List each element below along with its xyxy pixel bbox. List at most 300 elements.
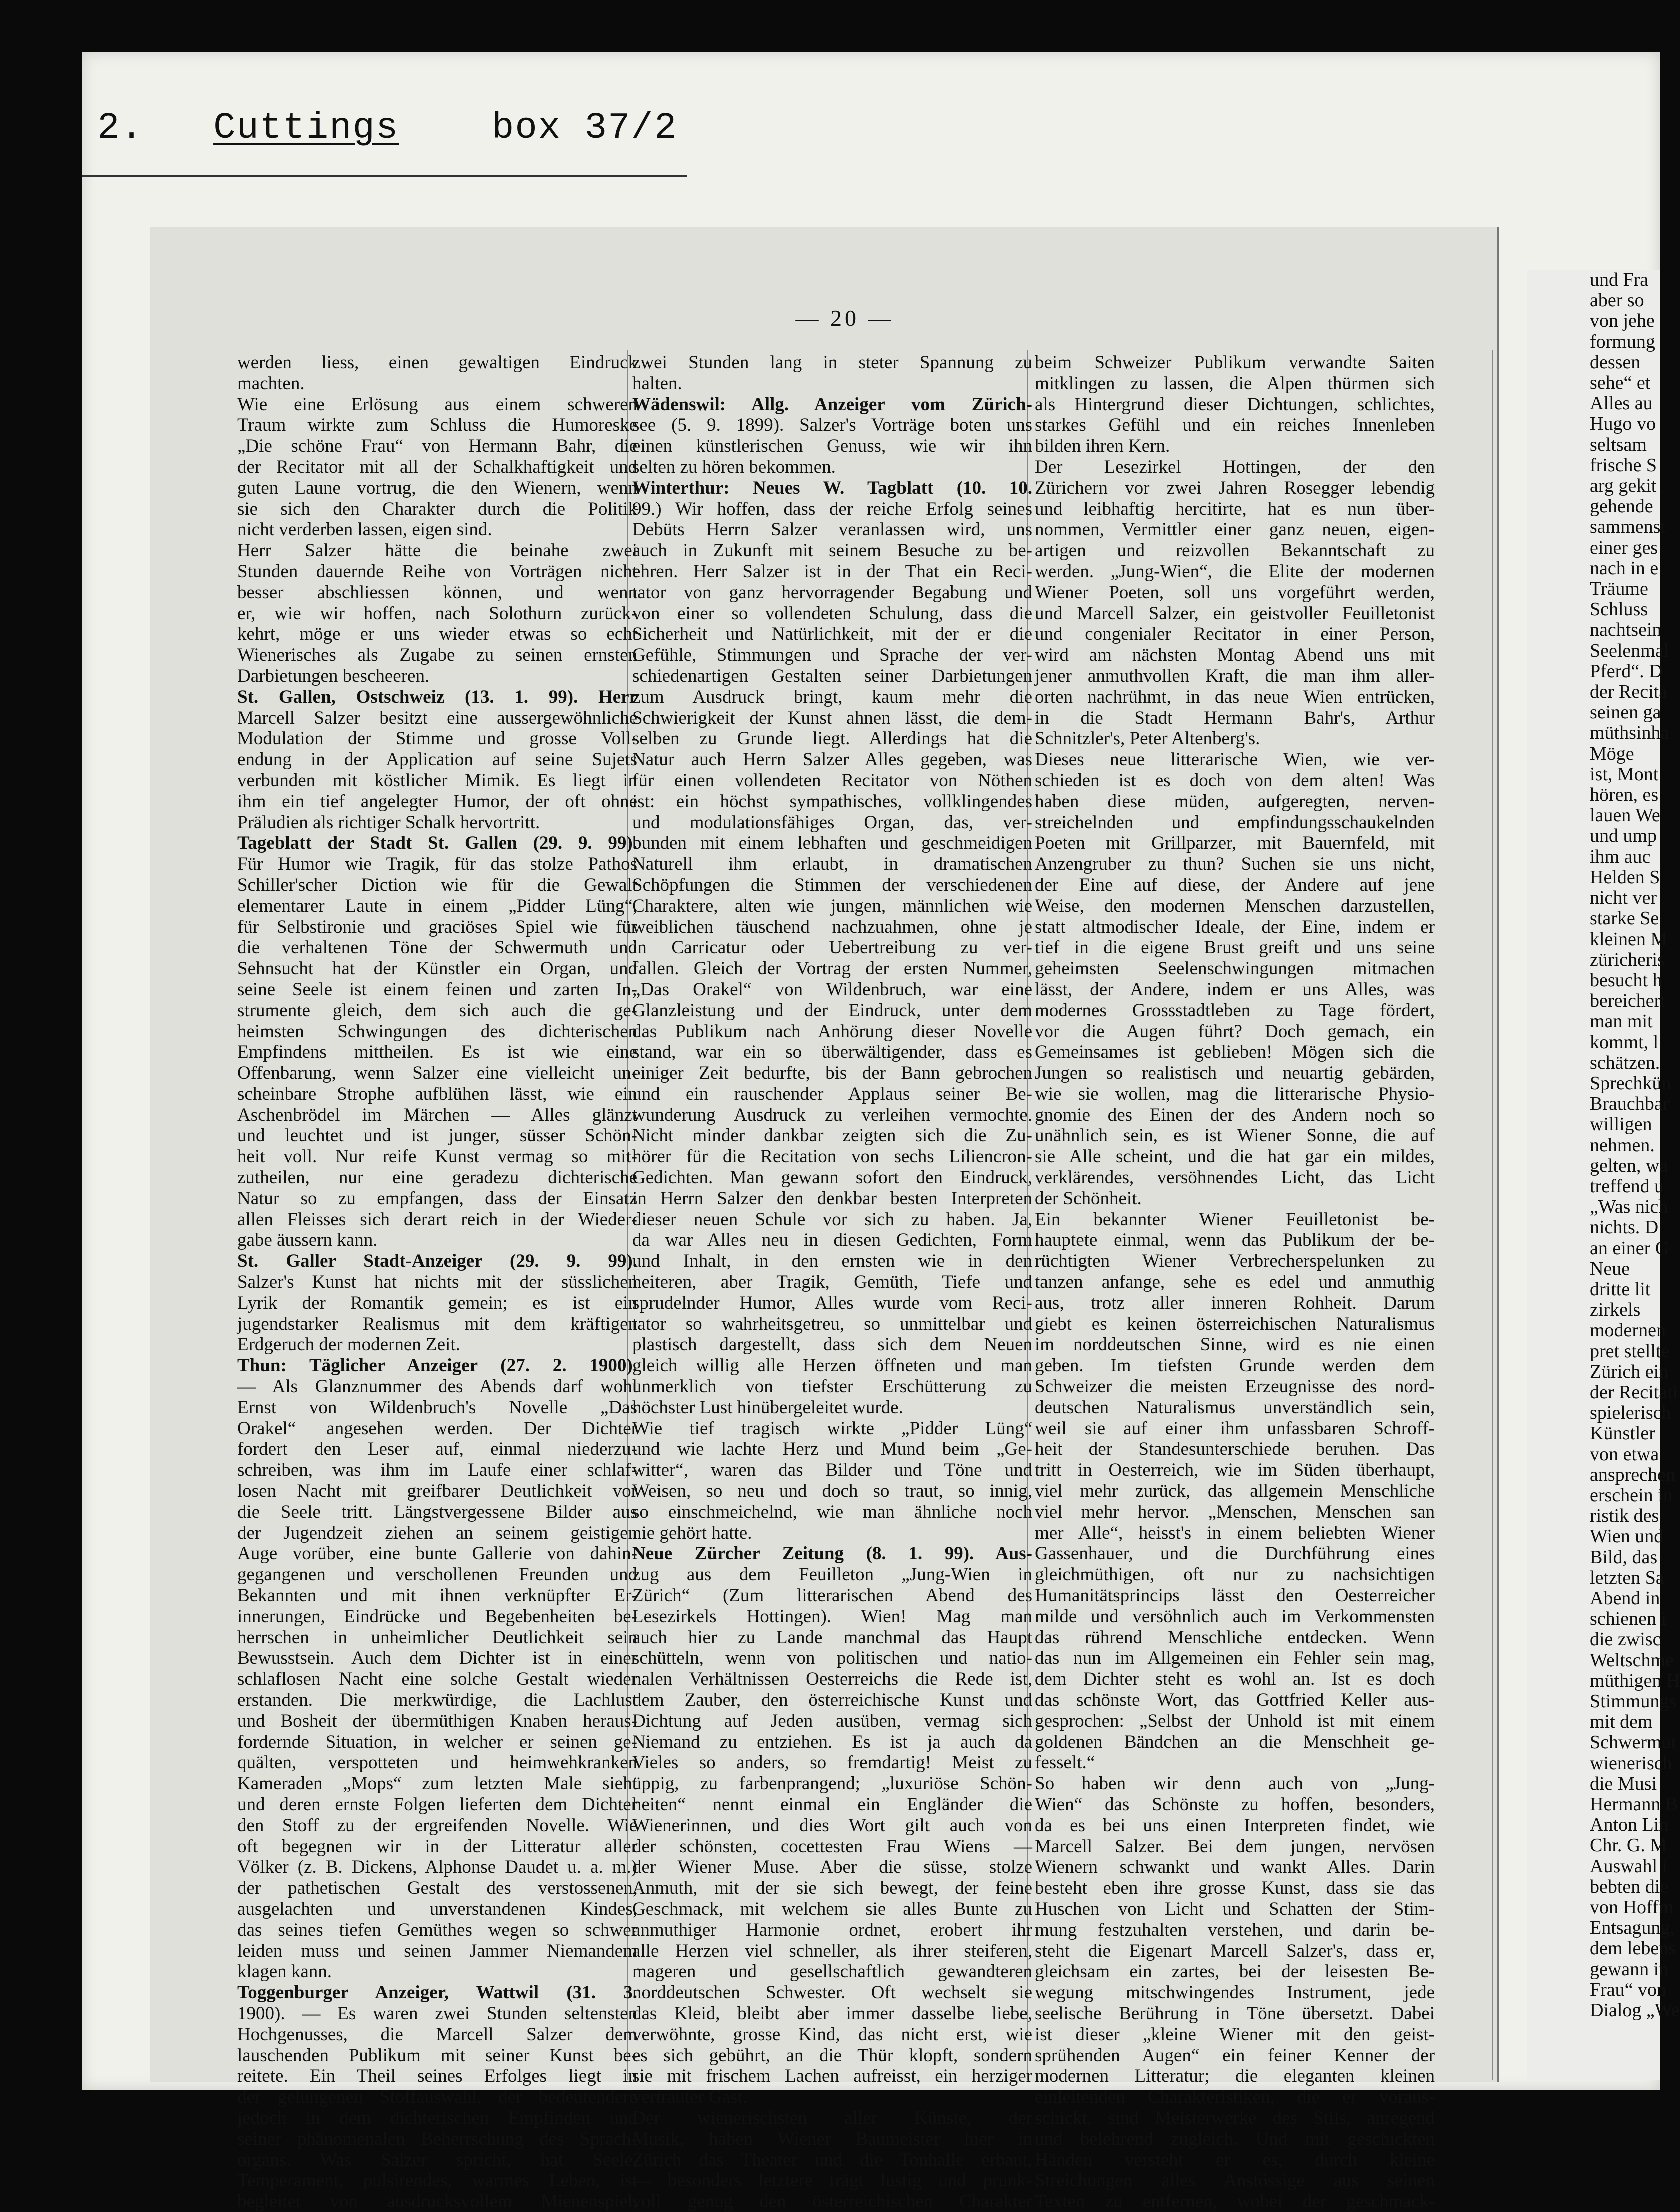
text-line: sprühenden Augen“ ein feiner Kenner der	[1035, 2045, 1435, 2066]
adjacent-text-line: sehe“ et	[1590, 372, 1651, 394]
text-line: Wiener Poeten, soll uns vorgeführt werden,	[1035, 582, 1435, 603]
text-line: Gedichten. Man gewann sofort den Eindruck,	[632, 1167, 1032, 1188]
adjacent-text-line: Seelenmal	[1590, 640, 1670, 661]
text-line: seiner phänomenalen Beherrschung des Sprach-	[238, 2128, 638, 2149]
adjacent-text-line: und ump	[1590, 825, 1658, 847]
text-line: gleich willig alle Herzen öffneten und man	[632, 1355, 1032, 1376]
text-line: Wien“ das Schönste zu hoffen, besonders,	[1035, 1794, 1435, 1815]
text-line: werden. „Jung-Wien“, die Elite der modernen	[1035, 561, 1435, 582]
text-line: mageren und gesellschaftlich gewandteren	[632, 1961, 1032, 1982]
text-line: gabe äussern kann.	[238, 1230, 378, 1251]
text-line: werden liess, einen gewaltigen Eindruck	[238, 352, 638, 373]
review-source-heading: St. Gallen, Ostschweiz (13. 1. 99). Herr	[238, 686, 638, 707]
text-line: das seines tiefen Gemüthes wegen so schwer	[238, 1919, 638, 1940]
adjacent-clipping	[1528, 269, 1680, 2080]
adjacent-text-line: seinen ga	[1590, 702, 1662, 723]
adjacent-text-line: Bild, das	[1590, 1546, 1658, 1568]
text-line: modernen Litteratur; die eleganten kleinen	[1035, 2066, 1435, 2087]
text-line: Niemand zu entziehen. Es ist ja auch da	[632, 1731, 1032, 1752]
adjacent-text-line: müthigen H	[1590, 1670, 1680, 1691]
text-line: viel mehr zurück, das allgemein Menschliche	[1035, 1481, 1435, 1502]
text-line: geben. Im tiefsten Grunde werden dem	[1035, 1355, 1435, 1376]
adjacent-text-line: modernen	[1590, 1320, 1666, 1341]
text-line: schieden ist es doch von dem alten! Was	[1035, 770, 1435, 791]
text-line: So haben wir denn auch von „Jung-	[1035, 1773, 1435, 1794]
text-line: einleitenden Charakteristiken, die er voraus-	[1035, 2087, 1435, 2108]
text-line: tanzen anfange, sehe es edel und anmuthig	[1035, 1272, 1435, 1293]
text-line: Der Lesezirkel Hottingen, der den	[1035, 456, 1435, 477]
text-line: deutschen Naturalismus unverständlich sein,	[1035, 1397, 1435, 1418]
text-line: seine Seele ist einem feinen und zarten In-	[238, 979, 638, 1000]
adjacent-text-line: starke Se	[1590, 908, 1660, 929]
review-source-heading: Winterthur: Neues W. Tagblatt (10. 10.	[632, 477, 1032, 498]
adjacent-text-line: sammenst	[1590, 516, 1666, 538]
text-line: jugendstarker Realismus mit dem kräftigen	[238, 1313, 638, 1334]
text-line: heimsten Schwingungen des dichterischen	[238, 1021, 638, 1042]
adjacent-text-line: ihm auc	[1590, 846, 1651, 867]
text-line: das Kleid, bleibt aber immer dasselbe liebe,	[632, 2003, 1032, 2024]
adjacent-text-line: ristik des	[1590, 1505, 1660, 1527]
text-line: Auge vorüber, eine bunte Gallerie von dahin-	[238, 1543, 638, 1564]
text-line: oft begegnen wir in der Litteratur aller	[238, 1836, 638, 1857]
text-line: ehren. Herr Salzer ist in der That ein Reci-	[632, 561, 1032, 582]
text-line: verbunden mit köstlicher Mimik. Es liegt in	[238, 770, 638, 791]
adjacent-text-line: dem lebens	[1590, 1938, 1676, 1959]
text-line: auch hier zu Lande manchmal das Haupt	[632, 1627, 1032, 1648]
text-line: „Die schöne Frau“ von Hermann Bahr, die	[238, 436, 638, 457]
text-line: der Schönheit.	[1035, 1188, 1142, 1209]
adjacent-text-line: Abend in	[1590, 1588, 1660, 1609]
adjacent-text-line: lauen We	[1590, 805, 1660, 826]
text-line: modernes Grossstadtleben zu Tage fördert,	[1035, 1000, 1435, 1021]
text-line: Zürich“ (Zum litterarischen Abend des	[632, 1585, 1032, 1606]
text-line: Vieles so anders, so fremdartig! Meist zu	[632, 1752, 1032, 1773]
text-line: weil sie auf einer ihm unfassbaren Schroff-	[1035, 1418, 1435, 1439]
text-line: und ein rauschender Applaus seiner Be-	[632, 1083, 1032, 1104]
text-line: heiteren, aber Tragik, Gemüth, Tiefe und	[632, 1272, 1032, 1293]
text-line: Wie tief tragisch wirkte „Pidder Lüng“	[632, 1418, 1032, 1439]
text-line: Humanitätsprincips lässt den Oesterreicher	[1035, 1585, 1435, 1606]
text-line: Empfindens mittheilen. Es ist wie eine	[238, 1042, 638, 1063]
text-line: und wie lachte Herz und Mund beim „Ge-	[632, 1439, 1032, 1460]
adjacent-text-line: aber so	[1590, 290, 1644, 311]
text-line: Glanzleistung und der Eindruck, unter dem	[632, 1000, 1032, 1021]
text-line: zum Ausdruck bringt, kaum mehr die	[632, 686, 1032, 707]
adjacent-text-line: dessen	[1590, 351, 1641, 373]
text-line: sie sich den Charakter durch die Politik	[238, 498, 638, 519]
text-line: steht die Eigenart Marcell Salzer's, dass er,	[1035, 1940, 1435, 1961]
text-line: beim Schweizer Publikum verwandte Saiten	[1035, 352, 1435, 373]
text-line: mitklingen zu lassen, die Alpen thürmen sich	[1035, 373, 1435, 394]
text-line: 99.) Wir hoffen, dass der reiche Erfolg seines	[632, 498, 1032, 519]
text-line: das schönste Wort, das Gottfried Keller aus-	[1035, 1690, 1435, 1710]
adjacent-text-line: mit dem	[1590, 1711, 1653, 1733]
text-line: herrschen in unheimlicher Deutlichkeit sein	[238, 1627, 638, 1648]
text-line: Natur auch Herrn Salzer Alles gegeben, was	[632, 749, 1032, 770]
adjacent-text-line: nichts. D	[1590, 1217, 1659, 1238]
text-line: vor die Augen führt? Doch gemach, ein	[1035, 1021, 1435, 1042]
text-line: ihm ein tief angelegter Humor, der oft ohne	[238, 791, 638, 812]
text-line: bunden mit einem lebhaften und geschmeidigen	[632, 833, 1032, 854]
text-line: Zürichern vor zwei Jahren Rosegger lebendig	[1035, 477, 1435, 498]
text-line: lauschenden Publikum mit seiner Kunst be-	[238, 2045, 638, 2066]
text-line: alle Herzen viel schneller, als ihrer steiferen,	[632, 1940, 1032, 1961]
text-line: dem Zauber, den österreichische Kunst und	[632, 1690, 1032, 1710]
text-line: der Wiener Muse. Aber die süsse, stolze	[632, 1857, 1032, 1878]
text-line: Sicherheit und Natürlichkeit, mit der er die	[632, 624, 1032, 645]
text-line: Geschmack, mit welchem sie alles Bunte zu	[632, 1898, 1032, 1919]
adjacent-text-line: Zürich ein	[1590, 1361, 1669, 1382]
adjacent-text-line: züricheris	[1590, 949, 1665, 970]
text-line: und modulationsfähiges Organ, das, ver-	[632, 812, 1032, 833]
text-line: Erdgeruch der modernen Zeit.	[238, 1334, 460, 1355]
text-line: anmuthiger Harmonie ordnet, erobert ihr	[632, 1919, 1032, 1940]
text-line: kehrt, möge er uns wieder etwas so echt	[238, 624, 638, 645]
text-line: schickt, sind Meisterwerke des Stils, anregend	[1035, 2107, 1435, 2128]
text-line: seelische Berührung in Töne übersetzt. Dabei	[1035, 2003, 1435, 2024]
text-line: die verhaltenen Töne der Schwermuth und	[238, 937, 638, 958]
adjacent-text-line: Träume	[1590, 578, 1648, 600]
adjacent-text-line: hören, es	[1590, 784, 1659, 806]
adjacent-text-line: Weltschme	[1590, 1649, 1674, 1671]
text-line: in Carricatur oder Uebertreibung zu ver-	[632, 937, 1032, 958]
text-line: der schönsten, cocettesten Frau Wiens —	[632, 1836, 1032, 1857]
text-line: Texten zu entfernen, wobei der geschmack-	[1035, 2191, 1435, 2212]
text-line: für einen vollendeten Recitator von Nöthen	[632, 770, 1032, 791]
text-line: viel mehr hervor. „Menschen, Menschen san	[1035, 1501, 1435, 1522]
text-line: lässt, der Andere, indem er uns Alles, was	[1035, 979, 1435, 1000]
text-line: und Inhalt, in den ernsten wie in den	[632, 1251, 1032, 1272]
text-line: und deren ernste Folgen lieferten dem Dichter	[238, 1794, 638, 1815]
text-line: innerungen, Eindrücke und Begebenheiten be-	[238, 1606, 638, 1627]
text-line: besteht eben ihre grosse Kunst, dass sie das	[1035, 1878, 1435, 1899]
text-line: Wienern schwankt und wankt Alles. Darin	[1035, 1857, 1435, 1878]
adjacent-text-line: Möge	[1590, 743, 1634, 764]
text-line: die Seele tritt. Längstvergessene Bilder aus	[238, 1501, 638, 1522]
adjacent-text-line: Dialog „We	[1590, 2000, 1680, 2021]
adjacent-text-line: Entsagung,	[1590, 1917, 1675, 1939]
text-line: Zürich das Theater und die Tonhalle erbaut,	[632, 2149, 1032, 2170]
text-line: geheimsten Seelenschwingungen mitmachen	[1035, 958, 1435, 979]
text-line: starkes Gefühl und ein reiches Innenleben	[1035, 415, 1435, 436]
adjacent-text-line: die zwisc	[1590, 1629, 1662, 1650]
text-line: heit voll. Nur reife Kunst vermag so mit-	[238, 1146, 638, 1167]
text-line: Traum wirkte zum Schluss die Humoreske	[238, 415, 638, 436]
adjacent-text-line: bereichert	[1590, 990, 1666, 1012]
adjacent-text-line: frische S	[1590, 454, 1658, 476]
adjacent-text-line: dritte lit	[1590, 1278, 1651, 1300]
adjacent-text-line: nicht ver	[1590, 887, 1658, 909]
text-line: gegangenen und verschollenen Freunden und	[238, 1564, 638, 1585]
adjacent-text-line: formung	[1590, 331, 1656, 352]
text-line: organs. Was Salzer spricht, hat Seele,	[238, 2149, 638, 2170]
text-line: quälten, verspotteten und heimwehkranken	[238, 1752, 638, 1773]
adjacent-text-line: Auswahl i	[1590, 1855, 1668, 1877]
text-line: machten.	[238, 373, 305, 394]
text-line: Temperament, pulsirendes, warmes Leben, ist	[238, 2170, 638, 2191]
text-line: wegung mitschwingendes Instrument, jede	[1035, 1982, 1435, 2003]
text-line: artigen und reizvollen Bekanntschaft zu	[1035, 540, 1435, 561]
text-line: strumente gleich, dem sich auch die ge-	[238, 1000, 638, 1021]
text-line: das rührend Menschliche entdecken. Wenn	[1035, 1627, 1435, 1648]
text-line: 1900). — Es waren zwei Stunden seltensten	[238, 2003, 638, 2024]
text-line: Lesezirkels Hottingen). Wien! Mag man	[632, 1606, 1032, 1627]
adjacent-text-line: gewann in	[1590, 1958, 1669, 1980]
adjacent-text-line: man mit	[1590, 1011, 1653, 1032]
text-line: heiten“ nennt einmal ein Engländer die	[632, 1794, 1032, 1815]
header-divider	[82, 175, 688, 177]
adjacent-text-line: kleinen M	[1590, 928, 1668, 950]
text-line: Wienerinnen, und dies Wort gilt auch von	[632, 1815, 1032, 1836]
text-line: Streichungen alles Anstössige aus seinen	[1035, 2170, 1435, 2191]
text-line: zwei Stunden lang in steter Spannung zu	[632, 352, 1032, 373]
text-line: Naturell ihm erlaubt, in dramatischen	[632, 854, 1032, 875]
archive-box-label	[98, 107, 678, 149]
text-line: Der wienerischsten aller Künste, der	[632, 2107, 1032, 2128]
text-line: Nicht minder dankbar zeigten sich die Zu-	[632, 1125, 1032, 1146]
text-line: Herr Salzer hätte die beinahe zwei	[238, 540, 638, 561]
adjacent-text-line: Künstler	[1590, 1423, 1656, 1444]
page-number: — 20 —	[796, 305, 894, 331]
text-line: goldenen Bändchen an die Menschheit ge-	[1035, 1731, 1435, 1752]
adjacent-text-line: Hermann B	[1590, 1794, 1678, 1815]
text-line: den Stoff zu der ergreifenden Novelle. Wie	[238, 1815, 638, 1836]
text-line: nommen, Vermittler einer ganz neuen, eigen-	[1035, 519, 1435, 540]
text-line: Ein bekannter Wiener Feuilletonist be-	[1035, 1209, 1435, 1230]
text-line: und congenialer Recitator in einer Person,	[1035, 624, 1435, 645]
text-line: im norddeutschen Sinne, wird es nie einen	[1035, 1334, 1435, 1355]
adjacent-text-line: nachtsein	[1590, 619, 1662, 641]
text-line: tritt in Oesterreich, wie im Süden überhaupt,	[1035, 1460, 1435, 1481]
text-line: hauptete einmal, wenn das Publikum der be-	[1035, 1230, 1435, 1251]
text-line: see (5. 9. 1899). Salzer's Vorträge boten uns	[632, 415, 1032, 436]
archive-collection-title: Cuttings	[214, 107, 400, 149]
adjacent-text-line: einer ges	[1590, 537, 1658, 558]
text-line: heit der Standesunterschiede beruhen. Das	[1035, 1439, 1435, 1460]
text-line: Händen versteht er es, durch kleine	[1035, 2149, 1435, 2170]
adjacent-text-line: müthsinha	[1590, 722, 1670, 744]
adjacent-text-line: ansprechen	[1590, 1464, 1676, 1485]
adjacent-text-line: die Musi	[1590, 1773, 1658, 1794]
text-line: Poeten mit Grillparzer, mit Bauernfeld, mit	[1035, 833, 1435, 854]
text-line: stand, war ein so überwältigender, dass es	[632, 1042, 1032, 1063]
text-line: selten zu hören bekommen.	[632, 456, 836, 477]
text-line: von einer so vollendeten Schulung, dass die	[632, 603, 1032, 624]
text-line: reitete. Ein Theil seines Erfolges liegt in	[238, 2066, 638, 2087]
review-source-heading: Tageblatt der Stadt St. Gallen (29. 9. 99).	[238, 833, 638, 854]
text-line: begleitet von ausdrucksvollem Mienenspiel,	[238, 2191, 638, 2212]
text-line: Jungen so realistisch und neuartig gebärden,	[1035, 1063, 1435, 1084]
text-line: und Bosheit der übermüthigen Knaben heraus-	[238, 1710, 638, 1731]
text-line: wie sie wollen, mag die litterarische Physio-	[1035, 1083, 1435, 1104]
text-line: Wienerisches als Zugabe zu seinen ernsten	[238, 645, 638, 666]
text-line: so einschmeichelnd, wie man ähnliche noch	[632, 1501, 1032, 1522]
text-line: tief in die eigene Brust greift und uns seine	[1035, 937, 1435, 958]
text-line: Weise, den modernen Menschen darzustellen,	[1035, 895, 1435, 916]
text-line: Anzengruber zu thun? Suchen sie uns nicht,	[1035, 854, 1435, 875]
adjacent-text-line: der Recita	[1590, 681, 1668, 703]
adjacent-text-line: Schluss	[1590, 599, 1648, 620]
adjacent-text-line: gelten, wa	[1590, 1155, 1668, 1176]
text-line: bilden ihren Kern.	[1035, 436, 1170, 457]
text-line: Stunden dauernde Reihe von Vorträgen nicht	[238, 561, 638, 582]
text-line: erstanden. Die merkwürdige, die Lachlust	[238, 1690, 638, 1710]
text-line: wunderung Ausdruck zu verleihen vermochte.	[632, 1104, 1032, 1125]
adjacent-text-line: besucht h	[1590, 969, 1662, 991]
archive-prefix: 2.	[98, 107, 144, 149]
text-line: in Herrn Salzer den denkbar besten Interpreten	[632, 1188, 1032, 1209]
text-line: und Marcell Salzer, ein geistvoller Feuilletonist	[1035, 603, 1435, 624]
text-line: wird am nächsten Montag Abend uns mit	[1035, 645, 1435, 666]
text-line: der Eine auf diese, der Andere auf jene	[1035, 874, 1435, 895]
text-line: gesprochen: „Selbst der Unhold ist mit einem	[1035, 1710, 1435, 1731]
text-line: Für Humor wie Tragik, für das stolze Pathos	[238, 854, 638, 875]
adjacent-text-line: Chr. G. M	[1590, 1835, 1668, 1856]
text-line: Schöpfungen die Stimmen der verschiedenen	[632, 874, 1032, 895]
text-line: tator von ganz hervorragender Begabung und	[632, 582, 1032, 603]
text-line: Gemeinsames ist geblieben! Mögen sich die	[1035, 1042, 1435, 1063]
text-line: Kameraden „Mops“ zum letzten Male sieht	[238, 1773, 638, 1794]
text-line: Schwierigkeit der Kunst ahnen lässt, die dem-	[632, 707, 1032, 728]
text-line: auch in Zukunft mit seinem Besuche zu be-	[632, 540, 1032, 561]
text-line: tator so wahrheitsgetreu, so unmittelbar und	[632, 1313, 1032, 1334]
text-line: zug aus dem Feuilleton „Jung-Wien in	[632, 1564, 1032, 1585]
text-line: Offenbarung, wenn Salzer eine vielleicht un-	[238, 1063, 638, 1084]
text-line: Anmuth, mit der sie sich bewegt, der feine	[632, 1878, 1032, 1899]
adjacent-text-line: schätzen.	[1590, 1052, 1660, 1073]
text-line: hörer für die Recitation von sechs Liliencron-	[632, 1146, 1032, 1167]
text-line: fallen. Gleich der Vortrag der ersten Nummer,	[632, 958, 1032, 979]
adjacent-text-line: Wien und	[1590, 1526, 1664, 1547]
text-line: einen künstlerischen Genuss, wie wir ihn	[632, 436, 1032, 457]
text-line: Musik, haben Wiener Baumeister hier in	[632, 2128, 1032, 2149]
text-line: und leuchtet und ist junger, süsser Schön-	[238, 1125, 638, 1146]
text-line: Natur so zu empfangen, dass der Einsatz	[238, 1188, 638, 1209]
adjacent-text-line: „Was nich	[1590, 1196, 1668, 1218]
adjacent-text-line: bebten die	[1590, 1876, 1669, 1897]
text-line: Lyrik der Romantik gemein; es ist ein	[238, 1292, 638, 1313]
text-line: ist dieser „kleine Wiener mit den geist-	[1035, 2024, 1435, 2045]
adjacent-text-line: seltsam	[1590, 434, 1647, 455]
text-line: einiger Zeit bedurfte, bis der Bann gebrochen	[632, 1063, 1032, 1084]
adjacent-text-line: nehmen.	[1590, 1134, 1655, 1156]
text-line: Salzer's Kunst hat nichts mit der süsslichen	[238, 1272, 638, 1293]
text-line: Schnitzler's, Peter Altenberg's.	[1035, 728, 1260, 749]
text-line: witter“, waren das Bilder und Töne und	[632, 1460, 1032, 1481]
adjacent-text-line: pret stellte	[1590, 1340, 1670, 1362]
text-line: Ernst von Wildenbruch's Novelle „Das	[238, 1397, 638, 1418]
text-line: weiblichen täuschend nachzuahmen, ohne je	[632, 916, 1032, 937]
text-line: schütteln, wenn von politischen und natio-	[632, 1648, 1032, 1669]
text-column-3	[1035, 352, 1435, 2212]
adjacent-text-line: ist, Mont	[1590, 763, 1659, 785]
text-line: scheinbare Strophe aufblühen lässt, wie ein	[238, 1083, 638, 1104]
text-line: „Das Orakel“ von Wildenbruch, war eine	[632, 979, 1032, 1000]
adjacent-text-line: spielerisch	[1590, 1402, 1672, 1424]
text-line: haben diese müden, aufgeregten, nerven-	[1035, 791, 1435, 812]
text-line: gleichsam ein zartes, bei der leisesten Be-	[1035, 1961, 1435, 1982]
text-line: das Publikum nach Anhörung dieser Novelle	[632, 1021, 1032, 1042]
text-line: giebt es keinen österreichischen Naturalismus	[1035, 1313, 1435, 1334]
archive-box-number: box 37/2	[492, 107, 678, 149]
text-line: Darbietungen bescheeren.	[238, 665, 430, 686]
text-line: Schweizer die meisten Erzeugnisse des nord-	[1035, 1376, 1435, 1397]
text-line: Dieses neue litterarische Wien, wie ver-	[1035, 749, 1435, 770]
text-line: Schiller'scher Diction wie für die Gewalt	[238, 874, 638, 895]
adjacent-text-line: treffend u	[1590, 1175, 1664, 1197]
text-line: Marcell Salzer. Bei dem jungen, nervösen	[1035, 1836, 1435, 1857]
adjacent-text-line: Hugo vo	[1590, 413, 1656, 435]
text-line: elementarer Laute in einem „Pidder Lüng“,	[238, 895, 638, 916]
adjacent-text-line: von jehe	[1590, 310, 1655, 332]
text-line: nicht verderben lassen, eigen sind.	[238, 519, 492, 540]
adjacent-text-line: wienerisch	[1590, 1752, 1672, 1774]
text-line: höchster Lust hinübergeleitet wurde.	[632, 1397, 904, 1418]
text-line: gleichmüthigen, oft nur zu nachsichtigen	[1035, 1564, 1435, 1585]
text-line: nalen Verhältnissen Oesterreichs die Rede ist,	[632, 1669, 1032, 1690]
text-line: fordernde Situation, in welcher er seinen ge-	[238, 1731, 638, 1752]
text-line: und leibhaftig hercitirte, hat es nun über-	[1035, 498, 1435, 519]
text-line: Orakel“ angesehen werden. Der Dichter	[238, 1418, 638, 1439]
text-line: Völker (z. B. Dickens, Alphonse Daudet u. a. m.)	[238, 1857, 638, 1878]
adjacent-text-line: und Fra	[1590, 269, 1649, 290]
review-source-heading: Toggenburger Anzeiger, Wattwil (31. 3.	[238, 1982, 638, 2003]
text-line: nie gehört hatte.	[632, 1522, 752, 1543]
text-line: in die Stadt Hermann Bahr's, Arthur	[1035, 707, 1435, 728]
text-line: klagen kann.	[238, 1961, 332, 1982]
text-line: vertrauter Gast.	[632, 2087, 748, 2108]
text-line: für Selbstironie und graciöses Spiel wie für	[238, 916, 638, 937]
text-line: statt altmodischer Ideale, der Eine, indem er	[1035, 916, 1435, 937]
text-line: jener anmuthvollen Kraft, die man ihm aller-	[1035, 665, 1435, 686]
adjacent-text-line: Stimmungs	[1590, 1691, 1677, 1712]
adjacent-text-line: nach in e	[1590, 557, 1659, 579]
text-line: es sich gebührt, an die Thür klopft, sondern	[632, 2045, 1032, 2066]
text-line: sie Alle scheint, und die hat gar ein mildes,	[1035, 1146, 1435, 1167]
text-line: plastisch dargestellt, dass sich dem Neuen	[632, 1334, 1032, 1355]
adjacent-text-line: von Hoffm	[1590, 1897, 1674, 1918]
text-line: das nun im Allgemeinen ein Fehler sein mag,	[1035, 1648, 1435, 1669]
adjacent-text-line: an einer G	[1590, 1237, 1670, 1259]
text-line: — besonders letztere trägt lustig und prunk-	[632, 2170, 1032, 2191]
column-divider	[1492, 350, 1494, 2080]
adjacent-text-line: zirkels	[1590, 1299, 1641, 1321]
text-line: Sehnsucht hat der Künstler ein Organ, und	[238, 958, 638, 979]
text-line: leiden muss und seinen Jammer Niemandem	[238, 1940, 638, 1961]
text-line: üppig, zu farbenprangend; „luxuriöse Schön-	[632, 1773, 1032, 1794]
adjacent-text-line: kommt, l	[1590, 1031, 1659, 1053]
adjacent-text-line: Anton Lin	[1590, 1814, 1669, 1836]
text-line: aus, trotz aller inneren Rohheit. Darum	[1035, 1292, 1435, 1313]
adjacent-text-line: Schwermut	[1590, 1732, 1677, 1753]
text-line: sie mit frischem Lachen aufreisst, ein herziger	[632, 2066, 1032, 2087]
text-line: fordert den Leser auf, einmal niederzu-	[238, 1439, 638, 1460]
text-line: halten.	[632, 373, 682, 394]
adjacent-text-line: der Recitati	[1590, 1381, 1678, 1403]
text-line: Bewusstsein. Auch dem Dichter ist in einer	[238, 1648, 638, 1669]
adjacent-text-line: willigen	[1590, 1114, 1652, 1135]
text-line: orten nachrühmt, in das neue Wien entrücken,	[1035, 686, 1435, 707]
adjacent-text-line: gehende	[1590, 496, 1654, 517]
adjacent-text-line: Brauchbar	[1590, 1093, 1670, 1115]
adjacent-text-line: Neue	[1590, 1258, 1630, 1279]
text-line: der Jugendzeit ziehen an seinem geistigen	[238, 1522, 638, 1543]
adjacent-text-line: erschein in	[1590, 1484, 1673, 1506]
text-line: da es bei uns einen Interpreten findet, wie	[1035, 1815, 1435, 1836]
text-line: und belehrend zugleich. Und mit geschickten	[1035, 2128, 1435, 2149]
text-line: rüchtigten Wiener Verbrecherspelunken zu	[1035, 1251, 1435, 1272]
text-line: unmerklich von tiefster Erschütterung zu	[632, 1376, 1032, 1397]
